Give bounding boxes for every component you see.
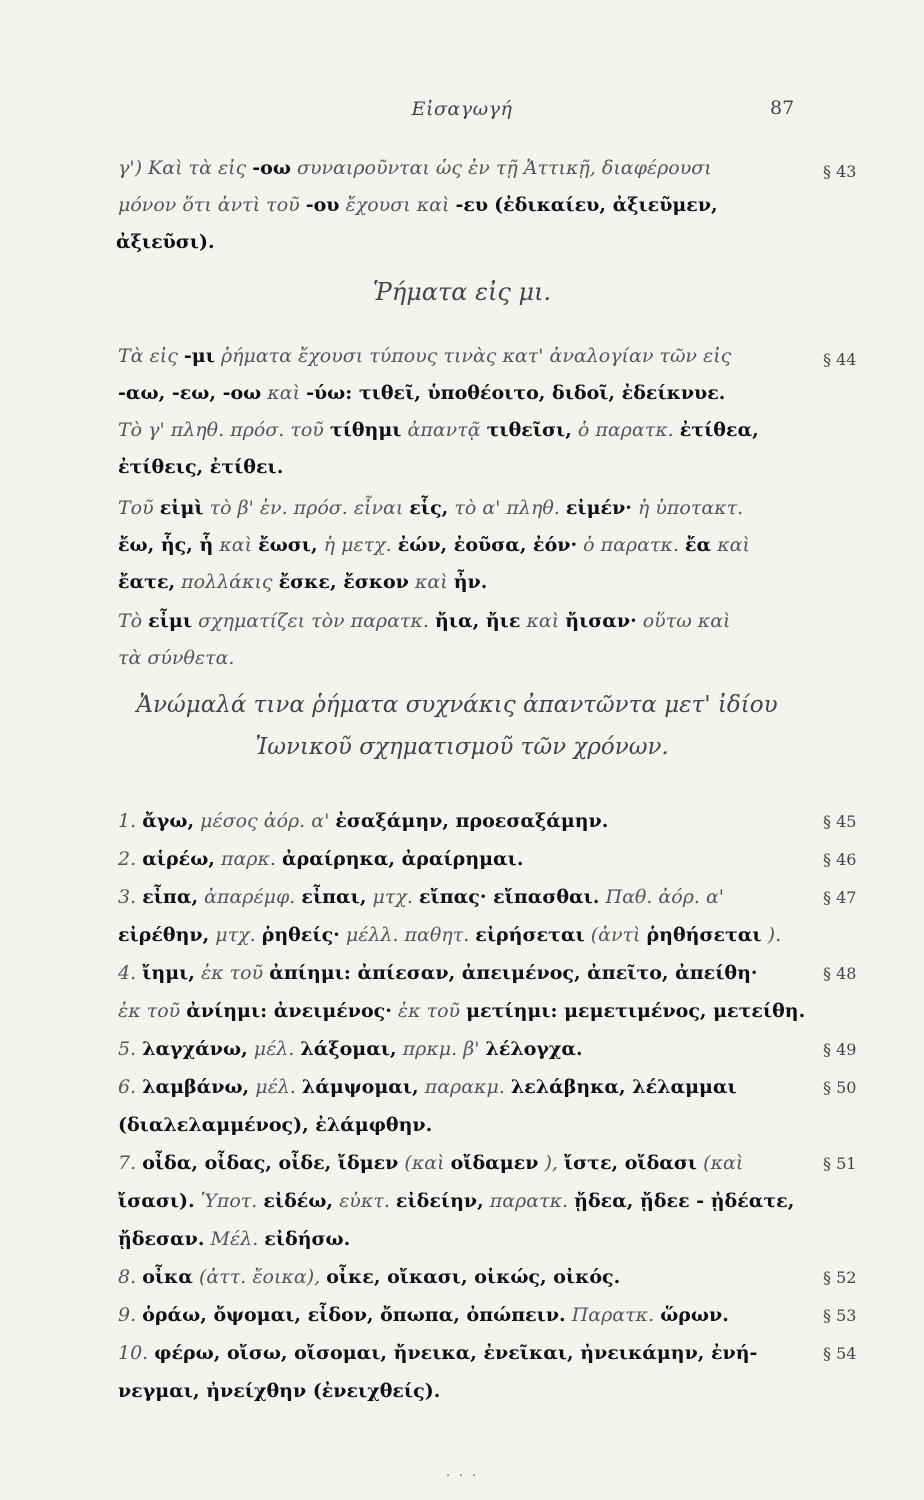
verb-form: εἰδέω, — [263, 1190, 334, 1212]
verb-entry-5 — [118, 1038, 583, 1060]
verb-form: λελάβηκα, λέλαμμαι — [510, 1076, 737, 1098]
entry-number: 1. — [118, 810, 137, 832]
section-mark: § 54 — [823, 1344, 857, 1363]
section-mark: § 46 — [823, 850, 857, 869]
grammar-note: (καὶ — [703, 1152, 744, 1174]
grammar-note: παρακμ. — [424, 1076, 505, 1098]
section-mark: § 50 — [823, 1078, 857, 1097]
entry-number: 9. — [118, 1304, 137, 1326]
verb-form: ᾔδεσαν. — [118, 1228, 205, 1250]
verb-form: ἄγω, — [142, 810, 195, 832]
verb-form: ῥηθείς· — [261, 924, 340, 946]
verb-form: οἴδαμεν — [450, 1152, 539, 1174]
grammar-note: μέλ. — [253, 1038, 295, 1060]
verb-form: οἶκε, οἴκασι, οἰκώς, οἰκός. — [326, 1266, 621, 1288]
verb-form: λέλογχα. — [485, 1038, 583, 1060]
verb-form: ἴημι, — [142, 962, 195, 984]
section-mark-44: § 44 — [823, 350, 857, 369]
entry-number: 2. — [118, 848, 137, 870]
grammar-note: μέσος ἀόρ. α' — [200, 810, 330, 832]
verb-form: λαγχάνω, — [142, 1038, 248, 1060]
section-mark: § 48 — [823, 964, 857, 983]
grammar-note: μτχ. — [372, 886, 413, 908]
verb-form: μετίημι: μεμετιμένος, μετείθη. — [466, 1000, 806, 1022]
entry-number: 7. — [118, 1152, 137, 1174]
grammar-note: μέλλ. παθητ. — [345, 924, 470, 946]
paragraph-43-line-2: μόνον ὅτι ἀντὶ τοῦ -ου ἔχουσι καὶ -ευ (ἐδικαίευ, ἀξιεῦμεν, — [118, 194, 718, 216]
grammar-note: παρκ. — [220, 848, 276, 870]
verb-form: ἀνίημι: ἀνειμένος· — [186, 1000, 392, 1022]
grammar-note: ἀπαρέμφ. — [204, 886, 296, 908]
verb-entry-6-continuation — [118, 1114, 432, 1136]
verb-entry-7 — [118, 1152, 743, 1174]
page-footer-mark: · · · — [445, 1468, 479, 1484]
verb-entry-4-continuation — [118, 1000, 805, 1022]
paragraph-43-line-1: γ') Καὶ τὰ εἰς -οω συναιροῦνται ὡς ἐν τῇ Ἀττικῇ, διαφέρουσι — [118, 157, 712, 179]
verb-form: ἴστε, οἴδασι — [563, 1152, 698, 1174]
grammar-note: ). — [767, 924, 782, 946]
section-mark: § 53 — [823, 1306, 857, 1325]
entry-number: 6. — [118, 1076, 137, 1098]
section-mark: § 47 — [823, 888, 857, 907]
verb-form: φέρω, οἴσω, οἴσομαι, ἤνεικα, ἐνεῖκαι, ἠνεικάμην, ἐνή- — [154, 1342, 758, 1364]
grammar-note: Παθ. ἀόρ. α' — [605, 886, 725, 908]
paragraph-43-line-3: ἀξιεῦσι). — [116, 231, 215, 253]
verb-form: ἐσαξάμην, προεσαξάμην. — [335, 810, 609, 832]
verb-entry-3-continuation — [118, 924, 781, 946]
verb-entry-4 — [118, 962, 758, 984]
verb-form: εἰρήσεται — [475, 924, 585, 946]
verb-form: ἀπίημι: ἀπίεσαν, ἀπειμένος, ἀπεῖτο, ἀπείθη· — [269, 962, 758, 984]
verb-form: εἰδείην, — [395, 1190, 484, 1212]
entry-number: 5. — [118, 1038, 137, 1060]
grammar-note: ἐκ τοῦ — [200, 962, 264, 984]
grammar-note: μτχ. — [215, 924, 256, 946]
grammar-note: μέλ. — [255, 1076, 296, 1098]
verb-entry-2 — [118, 848, 523, 870]
verb-form: εἰρέθην, — [118, 924, 210, 946]
grammar-note: ), — [544, 1152, 558, 1174]
verb-form: ῥηθήσεται — [646, 924, 762, 946]
verb-entry-9 — [118, 1304, 729, 1326]
grammar-note: ἐκ τοῦ — [397, 1000, 461, 1022]
section-mark-43: § 43 — [823, 162, 857, 181]
verb-entry-10-continuation — [118, 1380, 440, 1402]
heading-anomalous-verbs-line-1: Ἀνώμαλά τινα ῥήματα συχνάκις ἀπαντῶντα μετ' ἰδίου — [136, 692, 778, 718]
verb-entry-3 — [118, 886, 724, 908]
verb-entry-1 — [118, 810, 608, 832]
verb-entry-10 — [118, 1342, 757, 1364]
verb-entry-6 — [118, 1076, 737, 1098]
verb-entry-7-continuation — [118, 1190, 794, 1212]
heading-verbs-mi: Ῥήματα εἰς μι. — [372, 278, 552, 306]
grammar-note: παρατκ. — [489, 1190, 569, 1212]
verb-form: οἶδα, οἶδας, οἶδε, ἴδμεν — [142, 1152, 399, 1174]
grammar-note: (ἀντὶ — [590, 924, 641, 946]
verb-entry-8 — [118, 1266, 620, 1288]
verb-form: αἱρέω, — [142, 848, 215, 870]
verb-form: εἴπας· εἴπασθαι. — [419, 886, 600, 908]
entry-number: 3. — [118, 886, 137, 908]
verb-form: λαμβάνω, — [142, 1076, 250, 1098]
section-mark: § 45 — [823, 812, 857, 831]
page-number: 87 — [770, 97, 795, 119]
verb-form: εἶπαι, — [301, 886, 367, 908]
verb-form: (διαλελαμμένος), ἐλάμφθην. — [118, 1114, 433, 1136]
section-mark: § 49 — [823, 1040, 857, 1059]
verb-form: λάξομαι, — [300, 1038, 397, 1060]
verb-form: ὁράω, ὄψομαι, εἶδον, ὄπωπα, ὀπώπειν. — [142, 1304, 566, 1326]
grammar-note: (ἀττ. ἔοικα), — [198, 1266, 321, 1288]
grammar-note: εὐκτ. — [339, 1190, 390, 1212]
entry-number: 4. — [118, 962, 137, 984]
paragraph-44: Τὰ εἰς -μι ῥήματα ἔχουσι τύπους τινὰς κατ' ἀναλογίαν τῶν εἰς -αω, -εω, -οω καὶ -ύω: τιθεῖ, ὑποθέοιτο, διδοῖ, ἐδείκνυε. Τὸ γ' πληθ. πρόσ. τοῦ τίθημι ἀπαντᾷ τιθεῖσι, ὁ παρατκ. ἐτίθεα, ἐτίθεις, ἐτίθει. Τοῦ εἰμὶ τὸ β' ἑν. πρόσ. εἶναι εἷς, τὸ α' πληθ. εἰμέν· ἡ ὑποτακτ. ἔω, ἧς, ἧ καὶ ἔωσι, ἡ μετχ. ἐών, ἐοῦσα, ἐόν· ὁ παρατκ. ἔα καὶ ἔατε, πολλάκις ἔσκε, ἔσκον καὶ ἦν. Τὸ εἶμι σχηματίζει τὸν παρατκ. ἤια, ἤιε καὶ ἤισαν· οὕτω καὶ τὰ σύνθετα. — [118, 345, 759, 669]
grammar-note: πρκμ. β' — [402, 1038, 480, 1060]
entry-number: 10. — [118, 1342, 149, 1364]
grammar-note: (καὶ — [404, 1152, 445, 1174]
verb-form: εἰδήσω. — [264, 1228, 351, 1250]
entry-number: 8. — [118, 1266, 137, 1288]
grammar-note: Παρατκ. — [571, 1304, 655, 1326]
section-mark: § 52 — [823, 1268, 857, 1287]
verb-form: λάμψομαι, — [301, 1076, 419, 1098]
verb-form: ἀραίρηκα, ἀραίρημαι. — [282, 848, 524, 870]
running-header: Εἰσαγωγή — [411, 98, 513, 120]
verb-form: οἶκα — [142, 1266, 193, 1288]
paragraph-43 — [118, 150, 818, 261]
verb-form: ᾔδεα, ᾔδεε - ᾐδέατε, — [574, 1190, 795, 1212]
verb-form: ἴσασι). — [118, 1190, 195, 1212]
heading-anomalous-verbs-line-2: Ἰωνικοῦ σχηματισμοῦ τῶν χρόνων. — [255, 734, 669, 760]
verb-form: ὥρων. — [660, 1304, 729, 1326]
verb-entry-7-continuation — [118, 1228, 350, 1250]
grammar-note: Μέλ. — [210, 1228, 259, 1250]
verb-form: νεγμαι, ἠνείχθην (ἐνειχθείς). — [118, 1380, 441, 1402]
verb-form: εἶπα, — [142, 886, 199, 908]
section-mark: § 51 — [823, 1154, 857, 1173]
grammar-note: ἐκ τοῦ — [118, 1000, 181, 1022]
grammar-note: Ὑποτ. — [200, 1190, 258, 1212]
